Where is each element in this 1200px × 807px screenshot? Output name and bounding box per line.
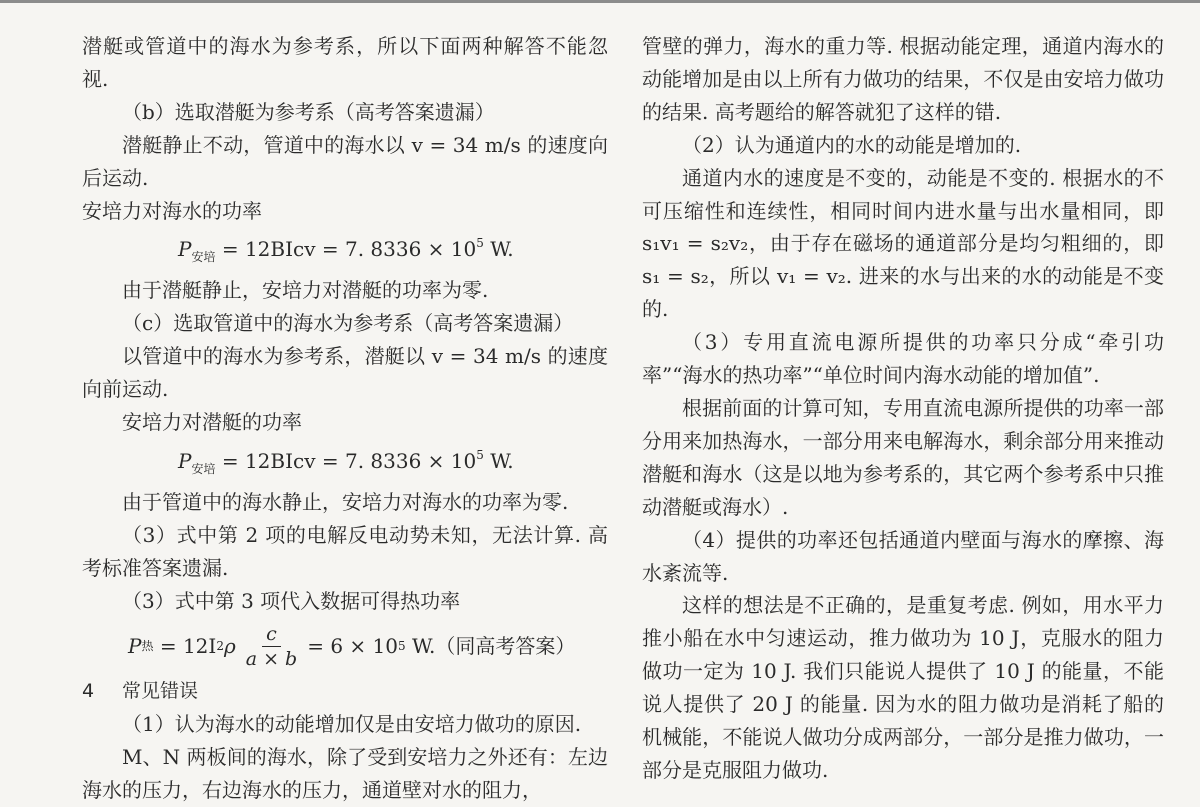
eq-symbol: P [178,448,192,473]
eq-rho: ρ [223,633,236,658]
eq-rhs: = 6 × 10 [307,633,398,658]
eq-unit: W.（同高考答案） [411,633,576,658]
eq-exponent: 5 [476,236,484,251]
paragraph: （4）提供的功率还包括通道内壁面与海水的摩擦、海水紊流等. [642,527,1164,585]
fraction-denominator: a × b [245,647,298,670]
equation-power-2 [82,439,608,486]
fraction-numerator: c [262,622,281,647]
section-heading [82,675,608,708]
eq-exponent: 5 [476,447,484,462]
paragraph: 这样的想法是不正确的，是重复考虑. 例如，用水平力推小船在水中匀速运动，推力做功为 10 J，克服水的阻力做功一定为 10 J. 我们只能说人提供了 10 J 的能量，不能说人提供了 20 J 的能量. 因为水的阻力做功是消耗了船的机械能，不能说人做功分成两部分，一部分是推力做功，一部分是克服阻力做功. [642,593,1164,782]
paragraph: 由于管道中的海水静止，安培力对海水的功率为零. [122,489,569,514]
paragraph: （1）认为海水的动能增加仅是由安培力做功的原因. [122,712,582,737]
paragraph: 潜艇或管道中的海水为参考系，所以下面两种解答不能忽视. [82,34,608,91]
eq-subscript: 热 [141,638,154,653]
paragraph: M、N 两板间的海水，除了受到安培力之外还有：左边海水的压力，右边海水的压力，通道壁对水的阻力， [82,745,608,803]
eq-lhs-exponent: 2 [216,638,224,653]
case-c-heading: （c）选取管道中的海水为参考系（高考答案遗漏） [122,311,574,336]
eq-exponent: 5 [397,638,406,653]
eq-lhs: = 12I [159,633,217,658]
paragraph: （2）认为通道内的水的动能是增加的. [682,132,1022,157]
case-b-heading: （b）选取潜艇为参考系（高考答案遗漏） [122,99,495,124]
paragraph: （3）式中第 2 项的电解反电动势未知，无法计算. 高考标准答案遗漏. [82,522,608,580]
right-column [642,30,1164,787]
equation-power-1 [82,227,608,274]
section-title: 常见错误 [122,680,199,703]
left-column [82,30,608,807]
eq-unit: W. [490,237,514,262]
eq-subscript: 安培 [191,250,216,265]
paragraph: 安培力对潜艇的功率 [122,409,302,434]
paragraph: 通道内水的速度是不变的，动能是不变的. 根据水的不可压缩性和连续性，相同时间内进水量与出水量相同，即 s₁v₁ = s₂v₂，由于存在磁场的通道部分是均匀粗细的，即 s₁ = s₂，所以 v₁ = v₂. 进来的水与出来的水的动能是不变的. [642,165,1164,322]
paragraph: （3）专用直流电源所提供的功率只分成“牵引功率”“海水的热功率”“单位时间内海水动能的增加值”. [642,330,1164,388]
eq-fraction [242,622,302,671]
paragraph: 由于潜艇静止，安培力对潜艇的功率为零. [122,278,489,303]
equation-heat-power [82,617,608,675]
eq-rhs: = 12BIcv = 7. 8336 × 10 [221,448,477,473]
eq-unit: W. [490,448,514,473]
eq-symbol: P [128,633,142,658]
paragraph: 安培力对海水的功率 [82,198,262,223]
eq-symbol: P [178,237,192,262]
paragraph: 根据前面的计算可知，专用直流电源所提供的功率一部分用来加热海水，一部分用来电解海水，剩余部分用来推动潜艇和海水（这是以地为参考系的，其它两个参考系中只推动潜艇或海水）. [642,395,1164,519]
paragraph: 管壁的弹力，海水的重力等. 根据动能定理，通道内海水的动能增加是由以上所有力做功的结果，不仅是由安培力做功的结果. 高考题给的解答就犯了这样的错. [642,34,1164,124]
section-number: 4 [82,680,95,703]
paragraph: 潜艇静止不动，管道中的海水以 v = 34 m/s 的速度向后运动. [82,132,608,190]
paragraph: 以管道中的海水为参考系，潜艇以 v = 34 m/s 的速度向前运动. [82,344,608,402]
eq-rhs: = 12BIcv = 7. 8336 × 10 [221,237,477,262]
paragraph: （3）式中第 3 项代入数据可得热功率 [122,588,461,613]
top-rule [0,0,1200,3]
eq-subscript: 安培 [191,461,216,476]
